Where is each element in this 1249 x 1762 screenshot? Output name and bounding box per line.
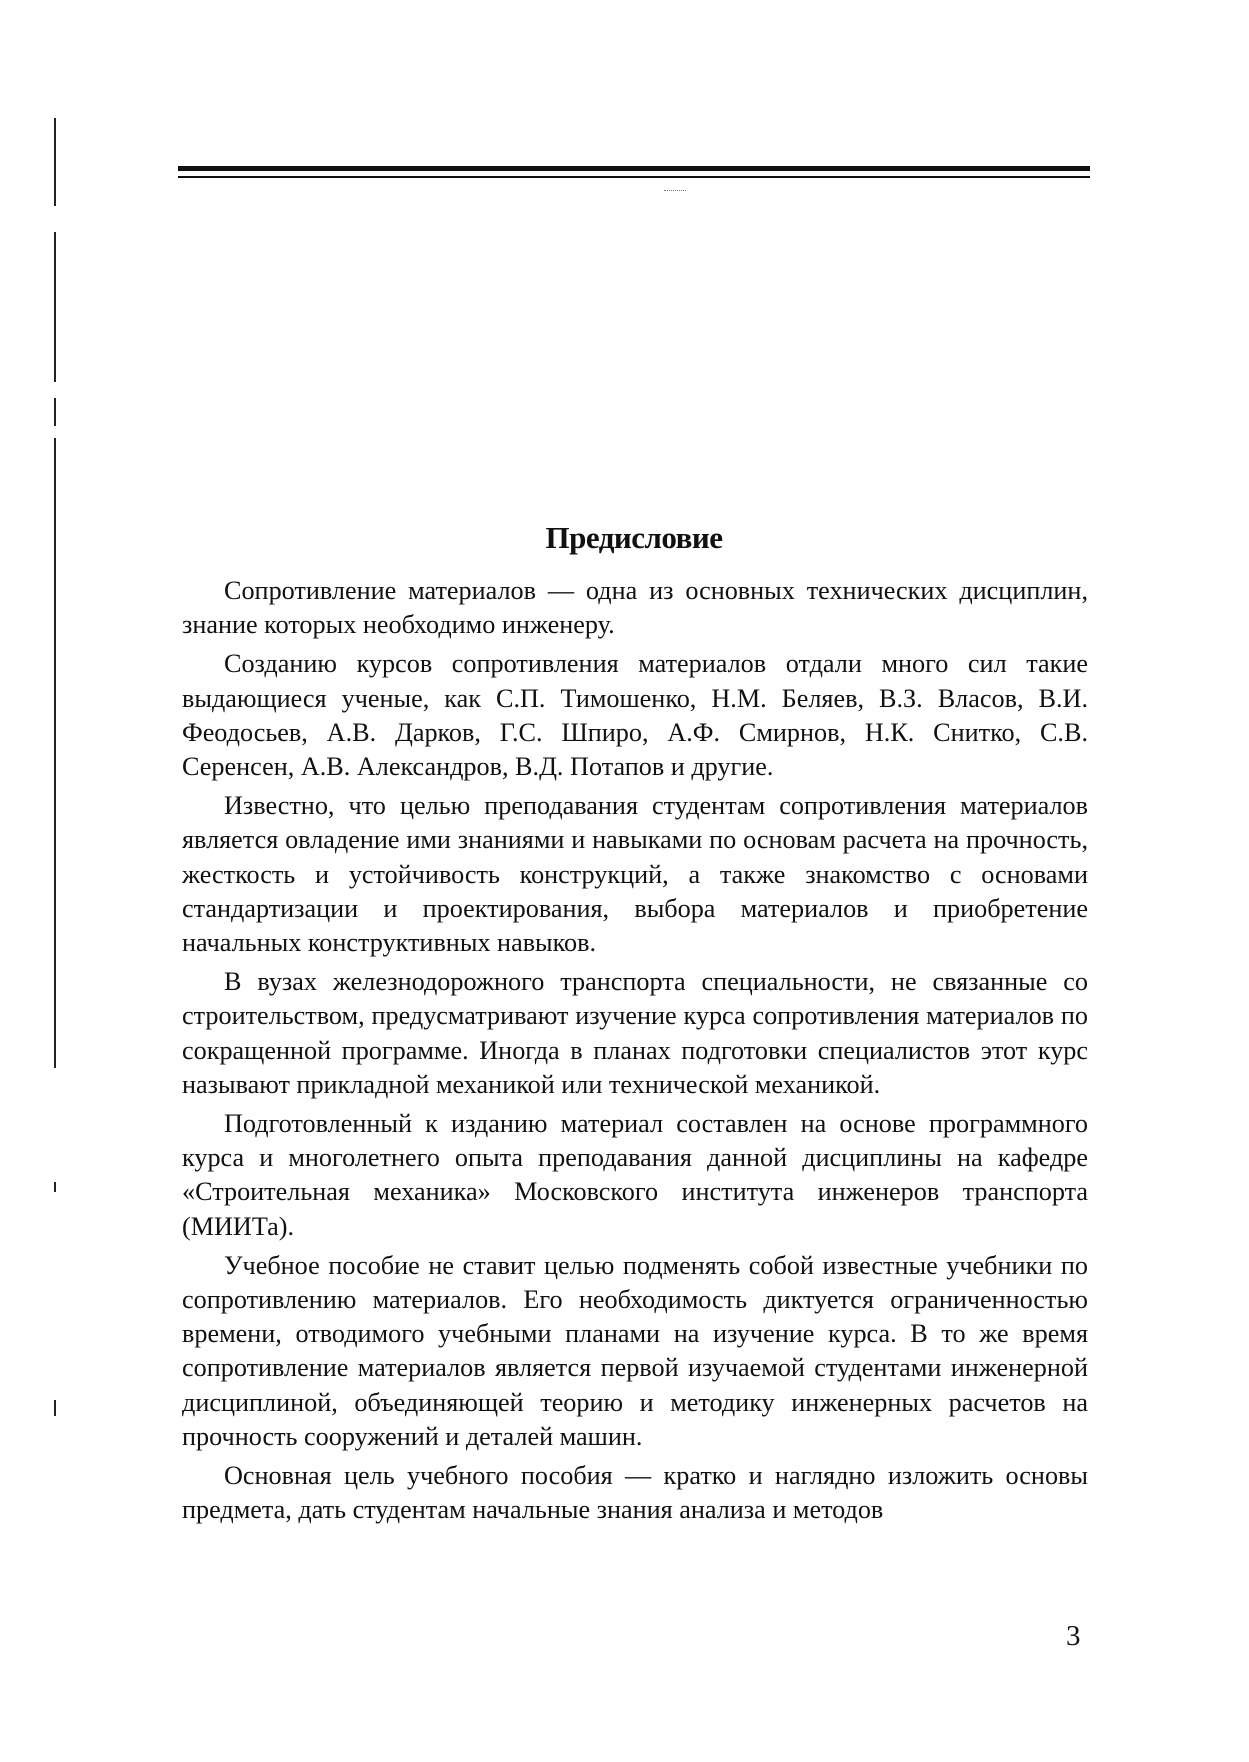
paragraph: Сопротивление материалов — одна из основных технических дисциплин, знание которых необходимо инженеру. [182, 576, 1088, 640]
scan-margin-mark [54, 1182, 56, 1192]
scan-margin-mark [54, 1400, 56, 1416]
page-number: 3 [1066, 1620, 1081, 1652]
scan-margin-mark [54, 118, 56, 206]
body-text [182, 574, 1088, 1532]
scan-margin-mark [54, 232, 56, 382]
paragraph: Известно, что целью преподавания студентам сопротивления материалов является овладение ими знаниями и навыками по основам расчета на прочность, жесткость и устойчивость конструкций, а также знакомство с основами стандартизации и проектирования, выбора материалов и приобретение начальных конструктивных навыков. [182, 791, 1088, 958]
header-rule-thick [178, 166, 1090, 171]
paragraph: В вузах железнодорожного транспорта специальности, не связанные со строительством, предусматривают изучение курса сопротивления материалов по сокращенной программе. Иногда в планах подготовки специалистов этот курс называют прикладной механикой или технической механикой. [182, 967, 1088, 1099]
scan-margin-mark [54, 438, 56, 1068]
paragraph: Основная цель учебного пособия — кратко и наглядно изложить основы предмета, дать студентам начальные знания анализа и методов [182, 1461, 1088, 1525]
paragraph: Подготовленный к изданию материал составлен на основе программного курса и многолетнего опыта преподавания данной дисциплины на кафедре «Строительная механика» Московского института инженеров транспорта (МИИТа). [182, 1109, 1088, 1241]
paragraph: Созданию курсов сопротивления материалов отдали много сил такие выдающиеся ученые, как С.П. Тимошенко, Н.М. Беляев, В.З. Власов, В.И. Феодосьев, А.В. Дарков, Г.С. Шпиро, А.Ф. Смирнов, Н.К. Снитко, С.В. Серенсен, А.В. Александров, В.Д. Потапов и другие. [182, 649, 1088, 782]
page-title: Предисловие [545, 520, 723, 555]
scan-speck [664, 190, 686, 192]
header-rule-thin [178, 176, 1090, 178]
scan-margin-mark [54, 398, 56, 426]
paragraph: Учебное пособие не ставит целью подменять собой известные учебники по сопротивлению материалов. Его необходимость диктуется ограниченностью времени, отводимого учебными планами на изучение курса. В то же время сопротивление материалов является первой изучаемой студентами инженерной дисциплиной, объединяющей теорию и методику инженерных расчетов на прочность сооружений и деталей машин. [182, 1250, 1088, 1451]
